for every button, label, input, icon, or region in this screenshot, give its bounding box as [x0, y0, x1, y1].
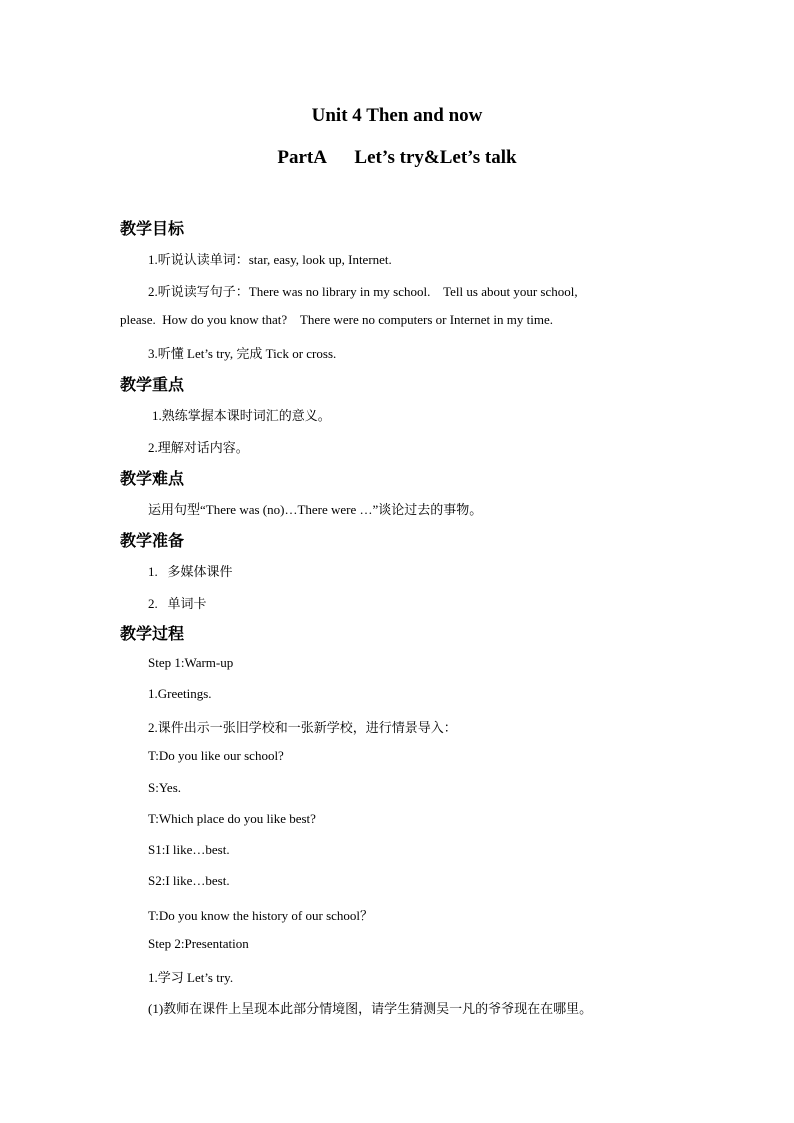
objective-item: 1.听说认读单词：star, easy, look up, Internet. — [148, 252, 392, 267]
section-heading-key-points: 教学重点 — [120, 375, 185, 394]
process-item: Step 2:Presentation — [148, 936, 249, 951]
section-heading-preparation: 教学准备 — [120, 531, 185, 550]
process-item: S2:I like…best. — [148, 873, 230, 888]
objective-item: please. How do you know that? There were no computers or Internet in my time. — [120, 312, 553, 327]
process-item: S1:I like…best. — [148, 842, 230, 857]
document-subtitle: PartA Let’s try&Let’s talk — [277, 147, 517, 168]
process-item: 2.课件出示一张旧学校和一张新学校，进行情景导入： — [148, 720, 457, 735]
difficulty-item: 运用句型“There was (no)…There were …”谈论过去的事物。 — [148, 502, 483, 517]
process-item: T:Which place do you like best? — [148, 811, 316, 826]
process-item: Step 1:Warm-up — [148, 655, 234, 670]
process-item: S:Yes. — [148, 780, 182, 795]
process-item: 1.学习 Let’s try. — [148, 970, 234, 985]
objective-item: 3.听懂 Let’s try, 完成 Tick or cross. — [148, 346, 337, 361]
process-item: 1.Greetings. — [148, 686, 212, 701]
process-item: T:Do you like our school? — [148, 748, 284, 763]
section-heading-process: 教学过程 — [120, 624, 185, 643]
key-point-item: 1.熟练掌握本课时词汇的意义。 — [152, 408, 331, 423]
preparation-item: 1. 多媒体课件 — [148, 564, 233, 579]
section-heading-objectives: 教学目标 — [120, 219, 185, 238]
section-heading-difficulties: 教学难点 — [120, 469, 185, 488]
process-item: (1)教师在课件上呈现本此部分情境图，请学生猜测吴一凡的爷爷现在在哪里。 — [148, 1001, 593, 1016]
document-title: Unit 4 Then and now — [311, 105, 483, 126]
process-item: T:Do you know the history of our school？ — [148, 908, 374, 923]
objective-item: 2.听说读写句子：There was no library in my school. Tell us about your school, — [148, 284, 578, 299]
key-point-item: 2.理解对话内容。 — [148, 440, 249, 455]
preparation-item: 2. 单词卡 — [148, 596, 207, 611]
